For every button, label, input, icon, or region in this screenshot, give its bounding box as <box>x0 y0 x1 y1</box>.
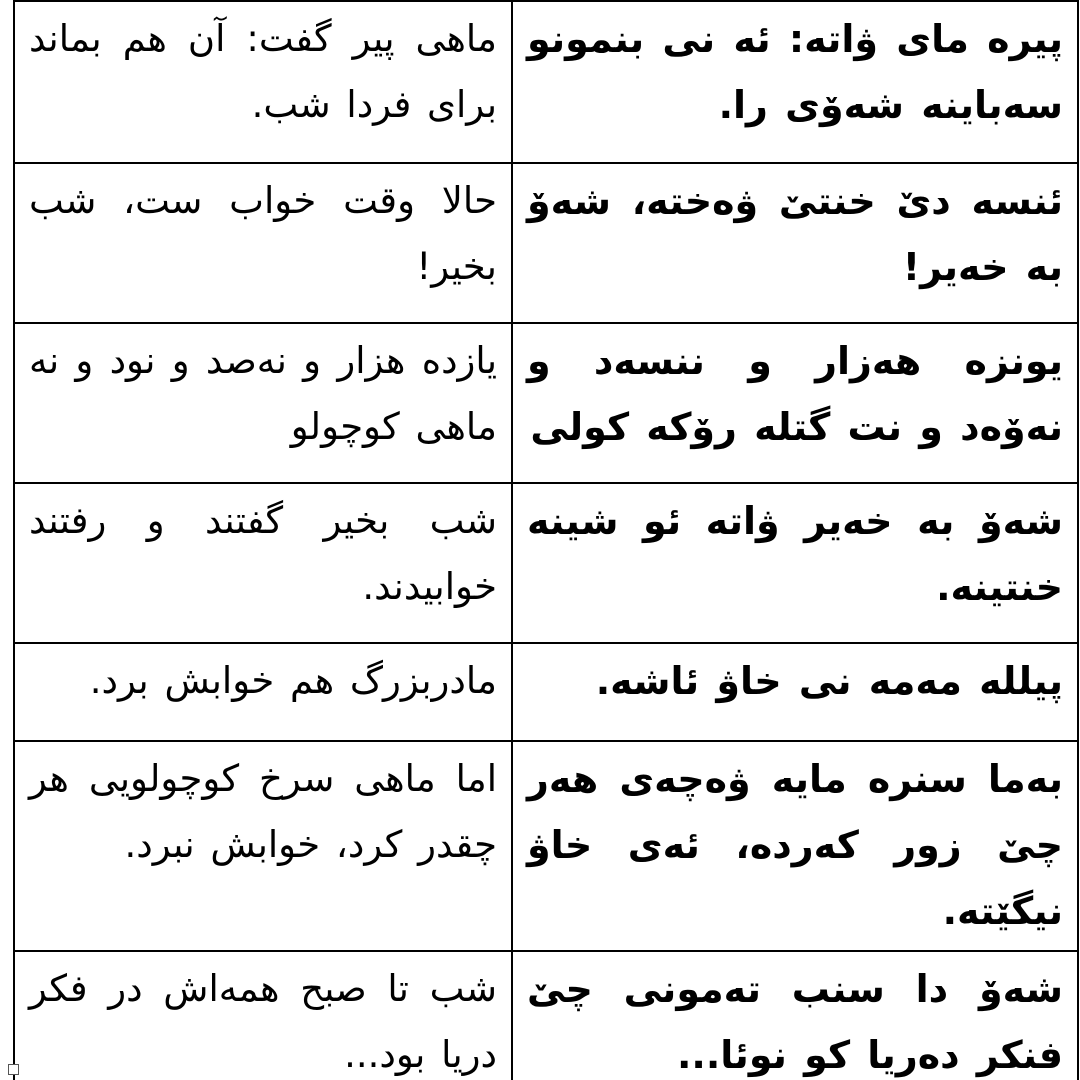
kurdish-cell: پیلله مه‌مه نی خاۋ ئاشه. <box>512 643 1078 741</box>
table-row <box>14 323 1078 483</box>
kurdish-cell: شه‌ۆ به خه‌یر ۋاته ئو شینه خنتینه. <box>512 483 1078 643</box>
table-row <box>14 1 1078 163</box>
persian-cell: مادربزرگ هم خوابش برد. <box>14 643 512 741</box>
table-row <box>14 483 1078 643</box>
table-row <box>14 951 1078 1080</box>
persian-cell: حالا وقت خواب ست، شب بخیر! <box>14 163 512 323</box>
persian-cell: اما ماهی سرخ کوچولویی هر چقدر کرد، خوابش نبرد. <box>14 741 512 951</box>
persian-cell: شب بخیر گفتند و رفتند خوابیدند. <box>14 483 512 643</box>
kurdish-cell: پیره مای ۋاته: ئه نی بنمونو سه‌باینه شه‌ۆی را. <box>512 1 1078 163</box>
persian-cell: شب تا صبح همه‌اش در فکر دریا بود... <box>14 951 512 1080</box>
persian-cell: یازده هزار و نه‌صد و نود و نه ماهی کوچولو <box>14 323 512 483</box>
kurdish-cell: ئنسه دێ خنتێ ۋه‌خته، شه‌ۆ به خه‌یر! <box>512 163 1078 323</box>
table-row <box>14 741 1078 951</box>
bilingual-table <box>13 0 1079 1080</box>
kurdish-cell: شه‌ۆ دا سنب ته‌مونی چێ فنکر ده‌ریا کو نوئا... <box>512 951 1078 1080</box>
persian-cell: ماهی پیر گفت: آن هم بماند برای فردا شب. <box>14 1 512 163</box>
kurdish-cell: یونزه هه‌زار و ننسه‌د و نه‌ۆه‌د و نت گتله رۆکه کولی <box>512 323 1078 483</box>
table-row <box>14 643 1078 741</box>
table-row <box>14 163 1078 323</box>
kurdish-cell: به‌ما سنره مایه ۋه‌چه‌ی هه‌ر چێ زور که‌رده، ئه‌ی خاۋ نیگێته. <box>512 741 1078 951</box>
paragraph-end-marker <box>8 1064 19 1075</box>
